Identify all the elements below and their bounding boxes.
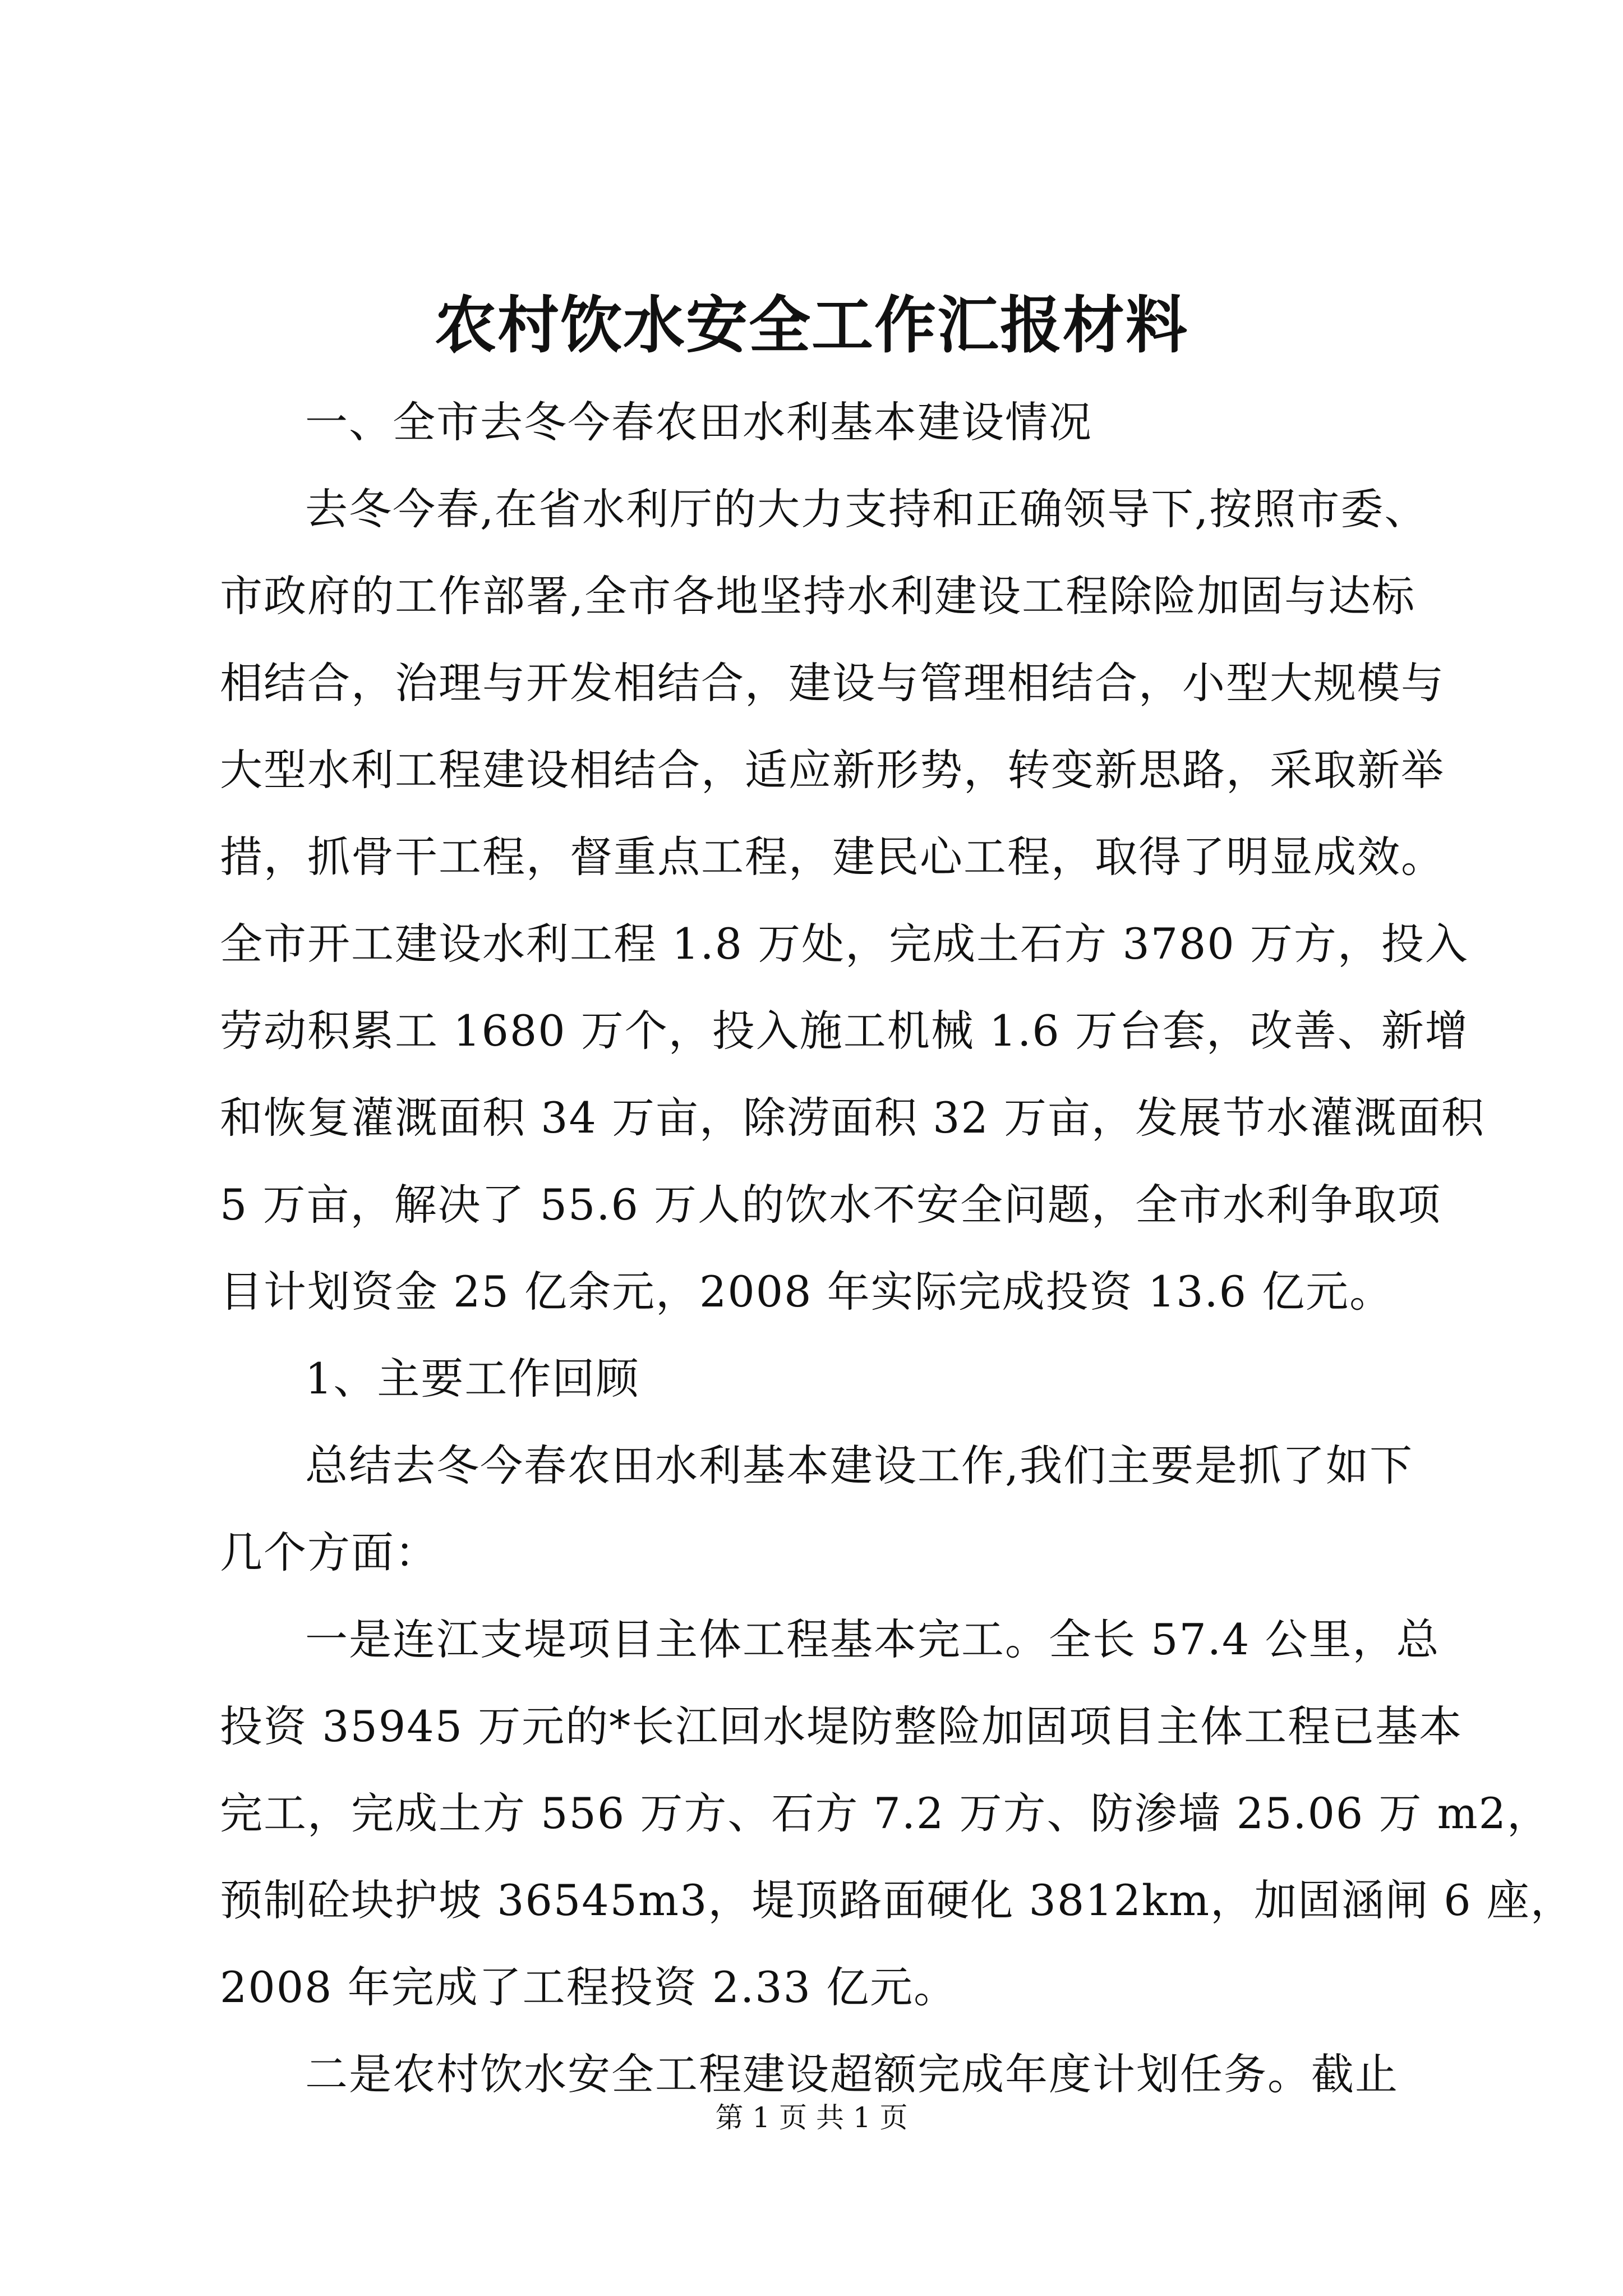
text-line: 全市开工建设水利工程 1.8 万处，完成土石方 3780 万方，投入 [220, 919, 1469, 969]
text-line: 市政府的工作部署,全市各地坚持水利建设工程除险加固与达标 [220, 571, 1416, 621]
text-line: 二是农村饮水安全工程建设超额完成年度计划任务。截止 [305, 2049, 1399, 2099]
text-line: 完工，完成土方 556 万方、石方 7.2 万方、防渗墙 25.06 万 m2， [220, 1788, 1551, 1838]
text-line: 一是连江支堤项目主体工程基本完工。全长 57.4 公里，总 [305, 1614, 1440, 1664]
page-footer: 第 1 页 共 1 页 [715, 2101, 908, 2134]
text-line: 一、全市去冬今春农田水利基本建设情况 [305, 397, 1092, 447]
text-line: 和恢复灌溉面积 34 万亩，除涝面积 32 万亩，发展节水灌溉面积 [220, 1093, 1486, 1143]
text-line: 几个方面： [220, 1527, 439, 1577]
text-line: 目计划资金 25 亿余元，2008 年实际完成投资 13.6 亿元。 [220, 1267, 1394, 1317]
text-line: 2008 年完成了工程投资 2.33 亿元。 [220, 1962, 958, 2012]
text-line: 大型水利工程建设相结合，适应新形势，转变新思路，采取新举 [220, 745, 1445, 795]
text-line: 措，抓骨干工程，督重点工程，建民心工程，取得了明显成效。 [220, 832, 1445, 882]
text-line: 去冬今春,在省水利厅的大力支持和正确领导下,按照市委、 [305, 484, 1428, 534]
text-line: 总结去冬今春农田水利基本建设工作,我们主要是抓了如下 [305, 1441, 1414, 1490]
text-line: 相结合，治理与开发相结合，建设与管理相结合，小型大规模与 [220, 658, 1445, 708]
text-line: 预制砼块护坡 36545m3，堤顶路面硬化 3812km，加固涵闸 6 座， [220, 1875, 1574, 1925]
text-line: 5 万亩，解决了 55.6 万人的饮水不安全问题，全市水利争取项 [220, 1180, 1442, 1230]
document-body [220, 379, 1574, 2118]
text-line: 投资 35945 万元的*长江回水堤防整险加固项目主体工程已基本 [220, 1701, 1463, 1751]
document-title: 农村饮水安全工作汇报材料 [435, 289, 1188, 361]
text-line: 劳动积累工 1680 万个，投入施工机械 1.6 万台套，改善、新增 [220, 1006, 1469, 1056]
text-line: 1、主要工作回顾 [305, 1354, 640, 1404]
